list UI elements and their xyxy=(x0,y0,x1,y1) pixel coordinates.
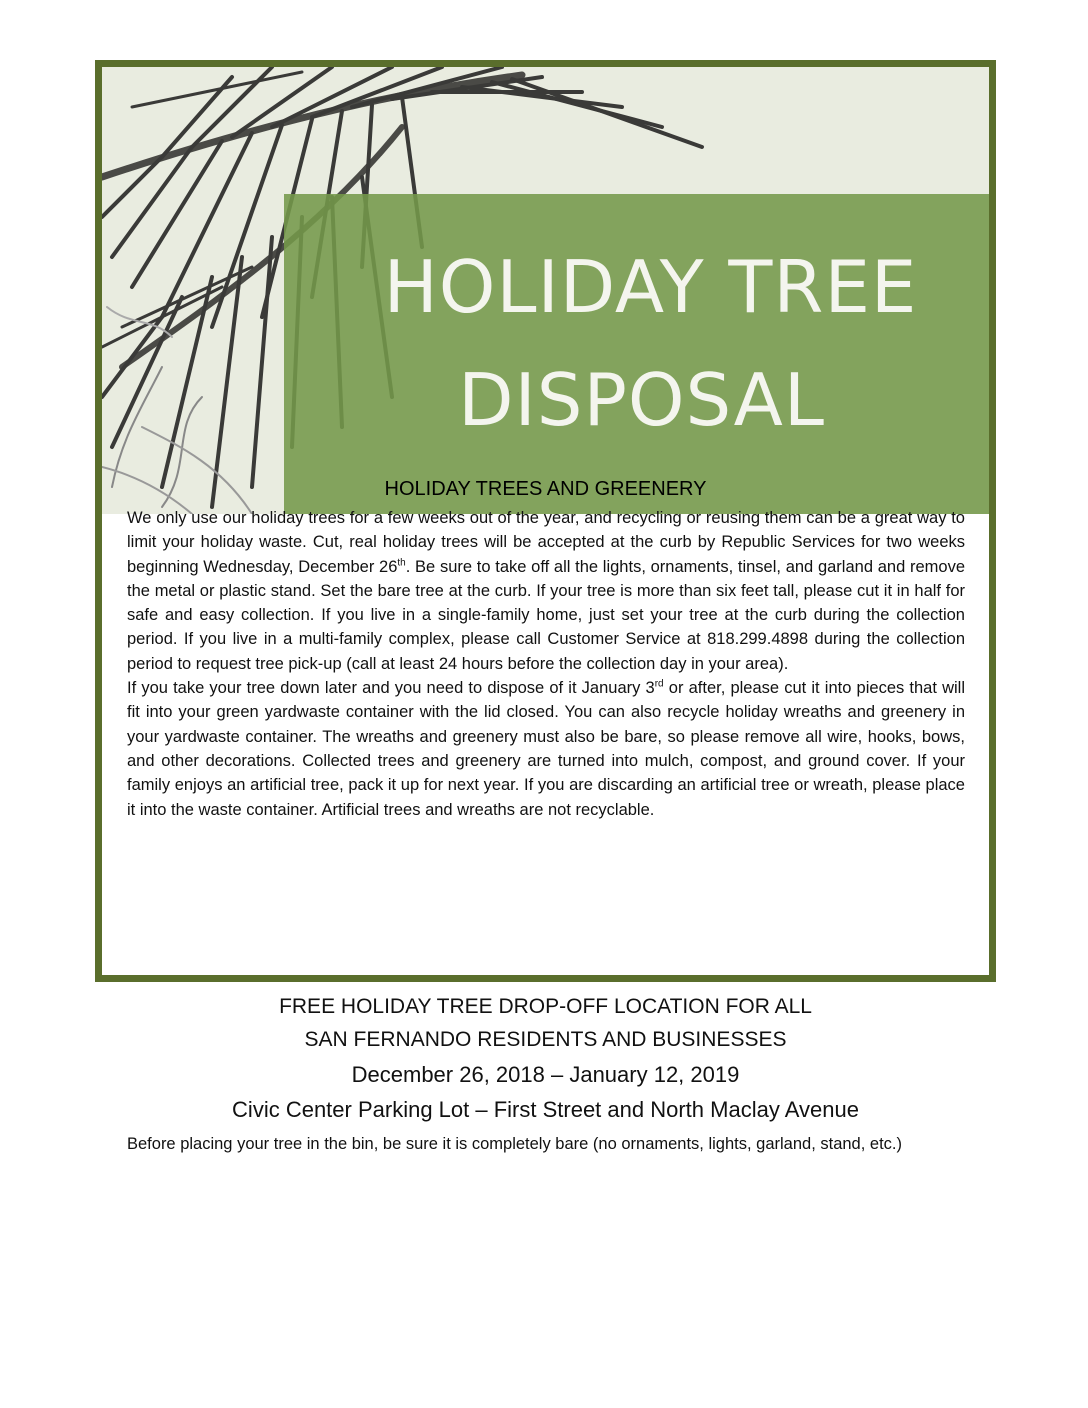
dropoff-heading-line2: SAN FERNANDO RESIDENTS AND BUSINESSES xyxy=(304,1028,787,1051)
section1-body xyxy=(127,506,965,822)
banner-title-line2: DISPOSAL xyxy=(458,358,825,442)
paragraph-1-part1: We only use our holiday trees for a few weeks out of the year, and recycling or reusing them can be a great way to limit your holiday waste. Cut, real holiday trees will be accepted at the curb by Republic Services for two weeks beginning Wednesday, December 26 xyxy=(127,509,965,576)
title-box xyxy=(284,194,989,514)
dropoff-location: Civic Center Parking Lot – First Street and North Maclay Avenue xyxy=(232,1097,859,1122)
paragraph-1-part2: . Be sure to take off all the lights, ornaments, tinsel, and garland and remove the metal or plastic stand. Set the bare tree at the curb. If your tree is more than six feet tall, please cut it in half for safe and easy collection. If you live in a single-family home, just set your tree at the curb during the collection period. If you live in a multi-family complex, please call Customer Service at 818.299.4898 during the collection period to request tree pick-up (call at least 24 hours before the collection day in your area). xyxy=(127,557,965,673)
dropoff-note: Before placing your tree in the bin, be sure it is completely bare (no ornaments, lights, garland, stand, etc.) xyxy=(127,1135,902,1153)
section-heading-trees-greenery: HOLIDAY TREES AND GREENERY xyxy=(384,478,707,500)
ordinal-suffix: rd xyxy=(654,678,664,690)
dropoff-heading-line1: FREE HOLIDAY TREE DROP-OFF LOCATION FOR ALL xyxy=(279,995,812,1018)
paragraph-2-part1-text: If you take your tree down later and you need to dispose of it January 3 xyxy=(127,679,655,698)
dropoff-dates: December 26, 2018 – January 12, 2019 xyxy=(351,1062,740,1087)
banner-title-line1: HOLIDAY TREE xyxy=(383,245,918,329)
paragraph-2-part2: or after, please cut it into pieces that will fit into your green yardwaste container with the lid closed. You can also recycle holiday wreaths and greenery in your yardwaste container. The wreaths and greenery must also be bare, so please remove all wire, hooks, bows, and other decorations. Collected trees and greenery are turned into mulch, compost, and ground cover. If your family enjoys an artificial tree, pack it up for next year. If you are discarding an artificial tree or wreath, please place it into the waste container. Artificial trees and wreaths are not recyclable. xyxy=(127,679,965,819)
paragraph-1 xyxy=(127,506,965,676)
flyer-frame xyxy=(95,60,996,1153)
banner xyxy=(102,67,989,514)
paragraph-2 xyxy=(127,676,965,822)
ordinal-suffix: th xyxy=(397,557,406,569)
